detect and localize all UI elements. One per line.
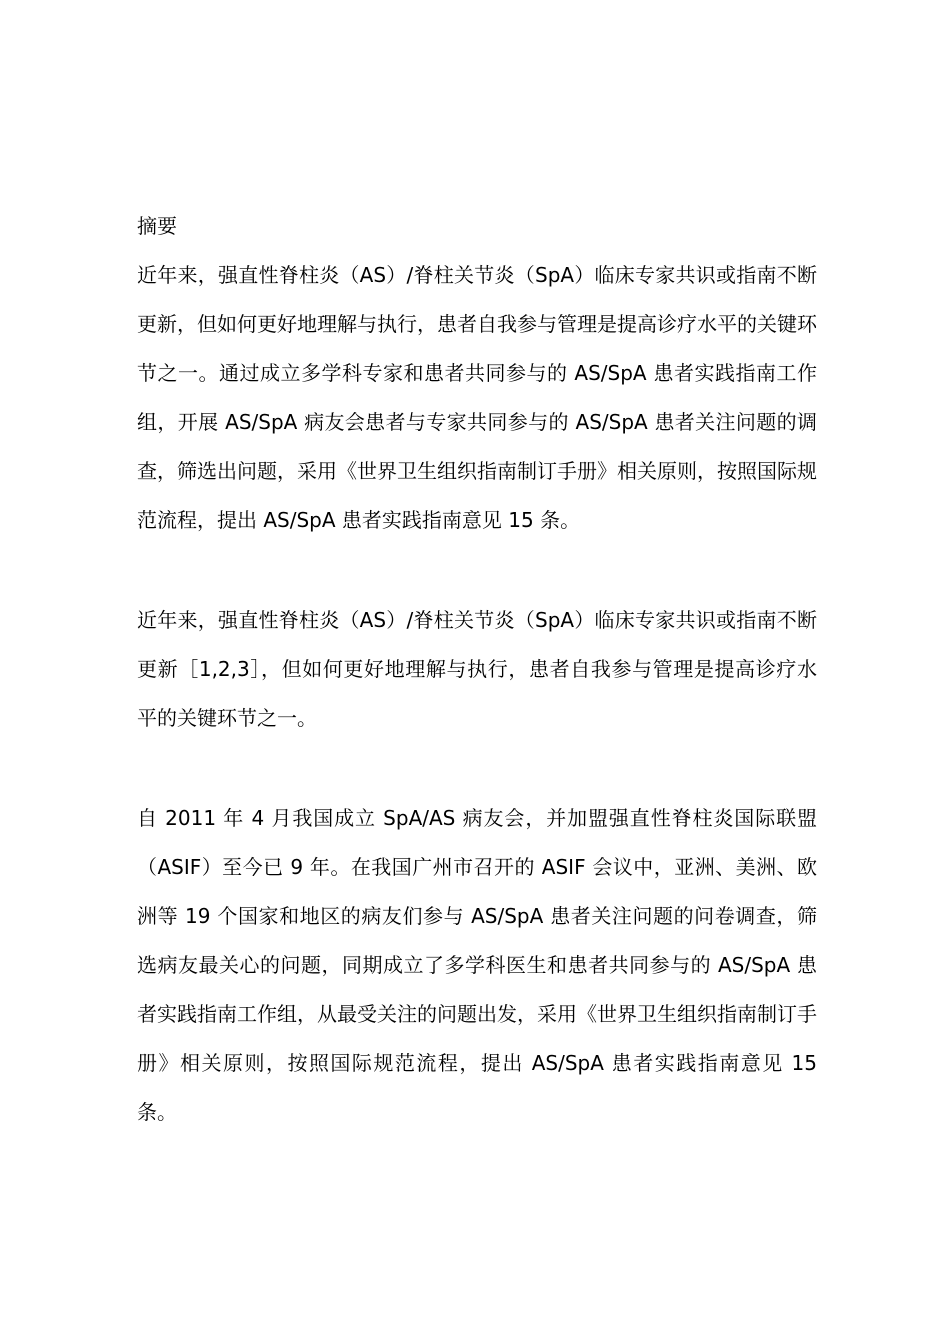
abstract-paragraph: 近年来，强直性脊柱炎（AS）/脊柱关节炎（SpA）临床专家共识或指南不断更新，但如何更好地理解与执行，患者自我参与管理是提高诊疗水平的关键环节之一。通过成立多学科专家和患者共同参与的 AS/SpA 患者实践指南工作组，开展 AS/SpA 病友会患者与专家共同参与的 AS/SpA 患者关注问题的调查，筛选出问题，采用《世界卫生组织指南制订手册》相关原则，按照国际规范流程，提出 AS/SpA 患者实践指南意见 15 条。 bbox=[137, 263, 817, 532]
section-heading: 摘要 bbox=[137, 214, 177, 238]
history-paragraph: 自 2011 年 4 月我国成立 SpA/AS 病友会，并加盟强直性脊柱炎国际联盟（ASIF）至今已 9 年。在我国广州市召开的 ASIF 会议中，亚洲、美洲、欧洲等 19 个国家和地区的病友们参与 AS/SpA 患者关注问题的问卷调查，筛选病友最关心的问题，同期成立了多学科医生和患者共同参与的 AS/SpA 患者实践指南工作组，从最受关注的问题出发，采用《世界卫生组织指南制订手册》相关原则，按照国际规范流程，提出 AS/SpA 患者实践指南意见 15 条。 bbox=[137, 806, 817, 1124]
intro-paragraph: 近年来，强直性脊柱炎（AS）/脊柱关节炎（SpA）临床专家共识或指南不断更新［1,2,3］，但如何更好地理解与执行，患者自我参与管理是提高诊疗水平的关键环节之一。 bbox=[137, 608, 817, 730]
